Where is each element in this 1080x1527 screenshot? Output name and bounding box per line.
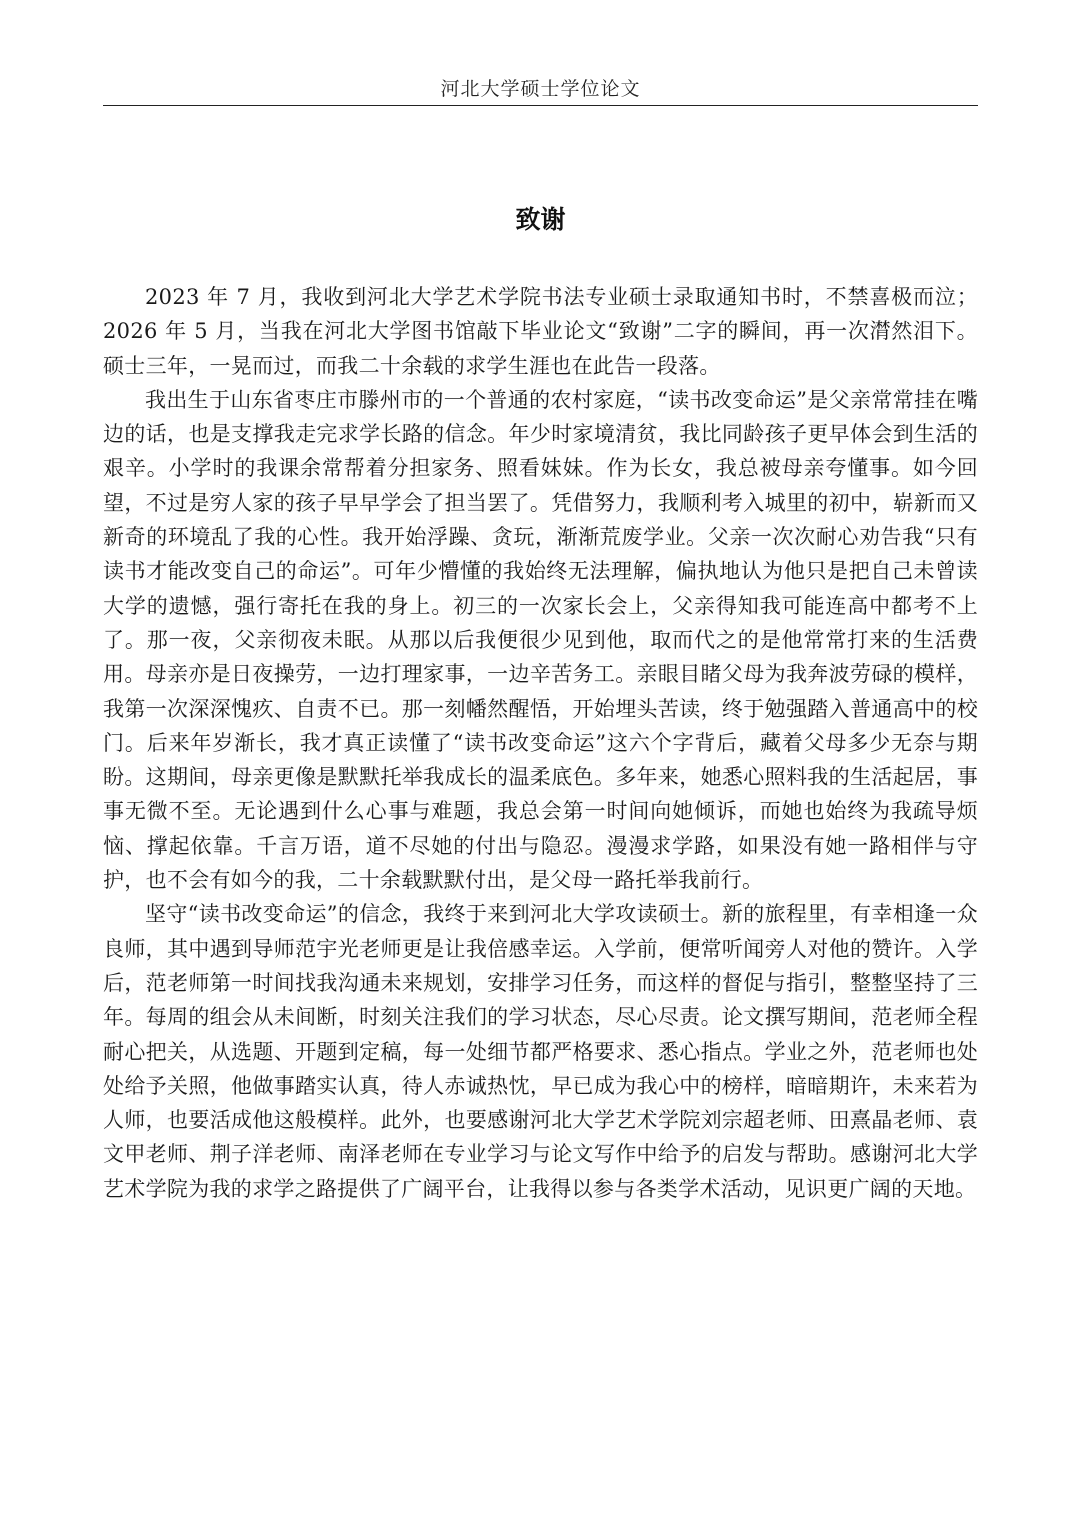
paragraph-2: 我出生于山东省枣庄市滕州市的一个普通的农村家庭，“读书改变命运”是父亲常常挂在嘴边的话，也是支撑我走完求学长路的信念。年少时家境清贫，我比同龄孩子更早体会到生活的艰辛。小学时的我课余常帮着分担家务、照看妹妹。作为长女，我总被母亲夸懂事。如今回望，不过是穷人家的孩子早早学会了担当罢了。凭借努力，我顺利考入城里的初中，崭新而又新奇的环境乱了我的心性。我开始浮躁、贪玩，渐渐荒废学业。父亲一次次耐心劝告我“只有读书才能改变自己的命运”。可年少懵懂的我始终无法理解，偏执地认为他只是把自己未曾读大学的遗憾，强行寄托在我的身上。初三的一次家长会上，父亲得知我可能连高中都考不上了。那一夜，父亲彻夜未眠。从那以后我便很少见到他，取而代之的是他常常打来的生活费用。母亲亦是日夜操劳，一边打理家事，一边辛苦务工。亲眼目睹父母为我奔波劳碌的模样，我第一次深深愧疚、自责不已。那一刻幡然醒悟，开始埋头苦读，终于勉强踏入普通高中的校门。后来年岁渐长，我才真正读懂了“读书改变命运”这六个字背后，藏着父母多少无奈与期盼。这期间，母亲更像是默默托举我成长的温柔底色。多年来，她悉心照料我的生活起居，事事无微不至。无论遇到什么心事与难题，我总会第一时间向她倾诉，而她也始终为我疏导烦恼、撑起依靠。千言万语，道不尽她的付出与隐忍。漫漫求学路，如果没有她一路相伴与守护，也不会有如今的我，二十余载默默付出，是父母一路托举我前行。 (103, 387, 978, 893)
acknowledgement-body (103, 280, 978, 1206)
page-title: 致谢 (515, 205, 566, 234)
header-rule (103, 105, 978, 106)
paragraph-1: 2023 年 7 月，我收到河北大学艺术学院书法专业硕士录取通知书时，不禁喜极而泣；2026 年 5 月，当我在河北大学图书馆敲下毕业论文“致谢”二字的瞬间，再一次潸然泪下。硕士三年，一晃而过，而我二十余载的求学生涯也在此告一段落。 (103, 285, 978, 378)
running-header: 河北大学硕士学位论文 (440, 78, 641, 100)
paragraph-3: 坚守“读书改变命运”的信念，我终于来到河北大学攻读硕士。新的旅程里，有幸相逢一众良师，其中遇到导师范宇光老师更是让我倍感幸运。入学前，便常听闻旁人对他的赞许。入学后，范老师第一时间找我沟通未来规划，安排学习任务，而这样的督促与指引，整整坚持了三年。每周的组会从未间断，时刻关注我们的学习状态，尽心尽责。论文撰写期间，范老师全程耐心把关，从选题、开题到定稿，每一处细节都严格要求、悉心指点。学业之外，范老师也处处给予关照，他做事踏实认真，待人赤诚热忱，早已成为我心中的榜样，暗暗期许，未来若为人师，也要活成他这般模样。此外，也要感谢河北大学艺术学院刘宗超老师、田熹晶老师、袁文甲老师、荆子洋老师、南泽老师在专业学习与论文写作中给予的启发与帮助。感谢河北大学艺术学院为我的求学之路提供了广阔平台，让我得以参与各类学术活动，见识更广阔的天地。 (103, 902, 978, 1201)
